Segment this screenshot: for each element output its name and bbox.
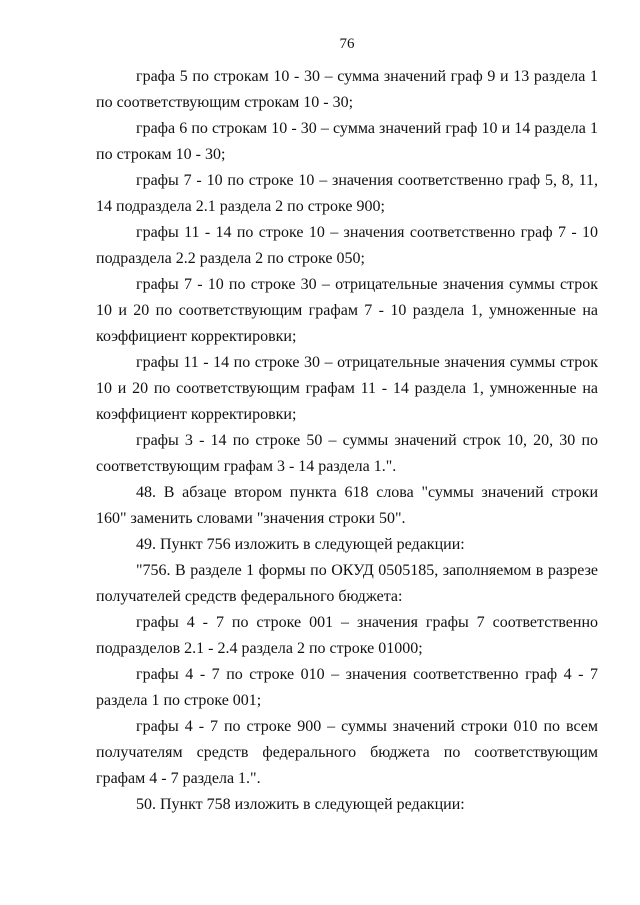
paragraph-item-49: 49. Пункт 756 изложить в следующей редакции: xyxy=(136,536,465,553)
paragraph-grafy-11-14-row-10: графы 11 - 14 по строке 10 – значения соответственно граф 7 - 10 подраздела 2.2 раздела 2 по строке 050; xyxy=(96,224,598,267)
paragraph-grafy-4-7-row-010: графы 4 - 7 по строке 010 – значения соответственно граф 4 - 7 раздела 1 по строке 001; xyxy=(96,666,598,709)
paragraph-item-756: "756. В разделе 1 формы по ОКУД 0505185, заполняемом в разрезе получателей средств федерального бюджета: xyxy=(96,562,598,605)
paragraph-grafa-6: графа 6 по строкам 10 - 30 – сумма значений граф 10 и 14 раздела 1 по строкам 10 - 30; xyxy=(96,120,598,163)
paragraph-grafy-4-7-row-001: графы 4 - 7 по строке 001 – значения графы 7 соответственно подразделов 2.1 - 2.4 раздела 2 по строке 01000; xyxy=(96,614,598,657)
paragraph-item-50: 50. Пункт 758 изложить в следующей редакции: xyxy=(136,796,465,813)
page-number: 76 xyxy=(339,36,355,52)
paragraph-grafy-7-10-row-10: графы 7 - 10 по строке 10 – значения соответственно граф 5, 8, 11, 14 подраздела 2.1 раздела 2 по строке 900; xyxy=(96,172,598,215)
document-page xyxy=(96,34,598,818)
paragraph-grafy-11-14-row-30: графы 11 - 14 по строке 30 – отрицательные значения суммы строк 10 и 20 по соответствующим графам 11 - 14 раздела 1, умноженные на коэффициент корректировки; xyxy=(96,354,598,423)
paragraph-grafa-5: графа 5 по строкам 10 - 30 – сумма значений граф 9 и 13 раздела 1 по соответствующим строкам 10 - 30; xyxy=(96,68,598,111)
paragraph-grafy-3-14-row-50: графы 3 - 14 по строке 50 – суммы значений строк 10, 20, 30 по соответствующим графам 3 - 14 раздела 1.". xyxy=(96,432,598,475)
paragraph-grafy-7-10-row-30: графы 7 - 10 по строке 30 – отрицательные значения суммы строк 10 и 20 по соответствующим графам 7 - 10 раздела 1, умноженные на коэффициент корректировки; xyxy=(96,276,598,345)
paragraph-item-48: 48. В абзаце втором пункта 618 слова "суммы значений строки 160" заменить словами "значения строки 50". xyxy=(96,484,598,527)
paragraph-grafy-4-7-row-900: графы 4 - 7 по строке 900 – суммы значений строки 010 по всем получателям средств федерального бюджета по соответствующим графам 4 - 7 раздела 1.". xyxy=(96,718,598,787)
